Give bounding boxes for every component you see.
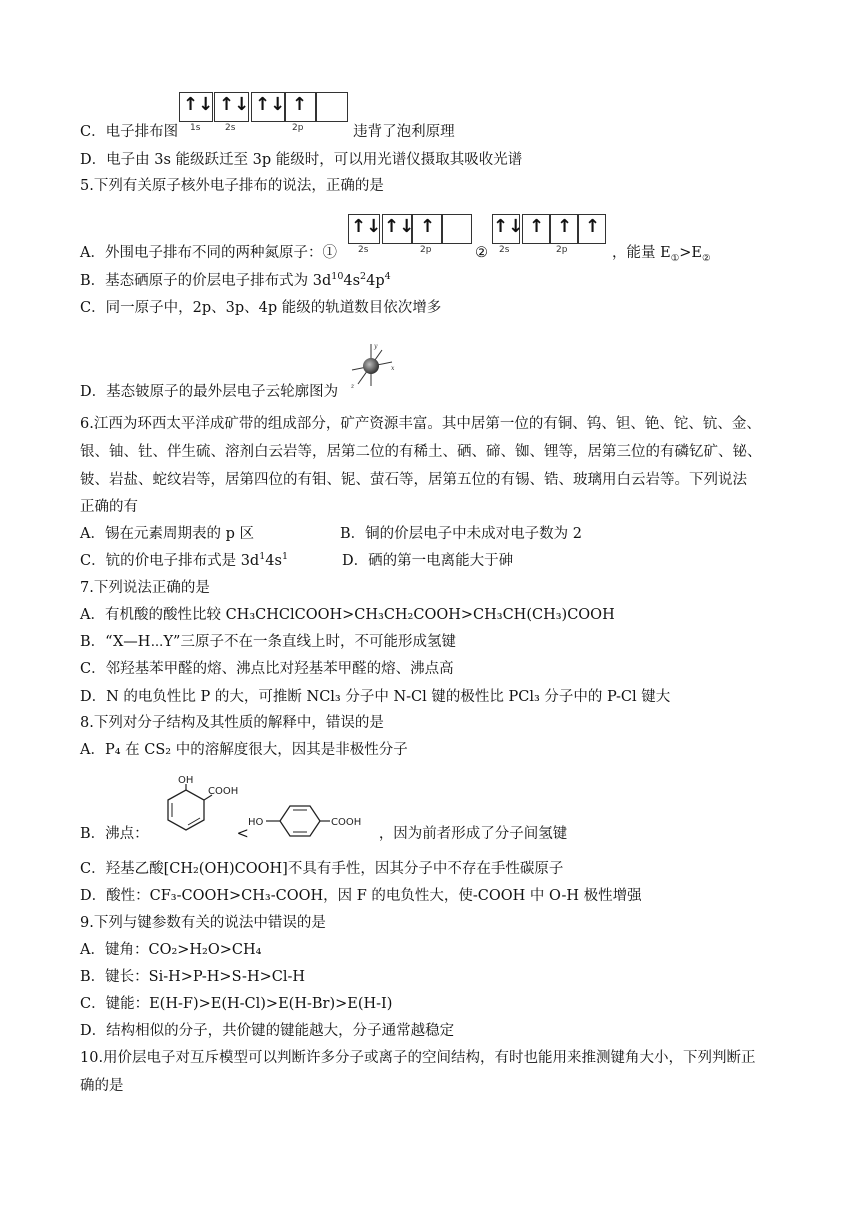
option-text: 违背了泡利原理 (353, 124, 455, 140)
electron-arrows: ↑↓ (255, 94, 286, 115)
superscript: 1 (259, 551, 266, 563)
q5-option-d: D．基态铍原子的最外层电子云轮廓图为 (80, 384, 339, 400)
axis-label-x: x (391, 365, 395, 372)
orbital-label: 2p (292, 123, 304, 133)
orbital-label: 2s (358, 245, 369, 255)
q9-option-d: D．结构相似的分子，共价键的键能越大，分子通常越稳定 (80, 1023, 455, 1039)
q6-option-b: B．铜的价层电子中未成对电子数为 2 (340, 526, 582, 542)
option-text: ，能量 E (611, 245, 671, 261)
axis-label-y: y (374, 343, 378, 350)
electron-arrows: ↑ (585, 216, 601, 237)
q8-option-d: D．酸性：CF₃-COOH>CH₃-COOH，因 F 的电负性大，使-COOH 中 O-H 极性增强 (80, 888, 642, 904)
electron-arrows: ↑ (529, 216, 545, 237)
electron-arrows: ↑↓ (351, 216, 382, 237)
option-text: B．沸点： (80, 826, 149, 842)
electron-cloud-figure (346, 340, 396, 390)
option-text: C．钪的价电子排布式是 3d (80, 553, 260, 569)
q8-option-a: A．P₄ 在 CS₂ 中的溶解度很大，因其是非极性分子 (80, 742, 408, 758)
orbital-label: 2s (499, 245, 510, 255)
q6-stem-line1: 6.江西为环西太平洋成矿带的组成部分，矿产资源丰富。其中居第一位的有铜、钨、钽、铯、铊、钪、金、 (80, 416, 761, 432)
q5-option-b (80, 271, 391, 291)
q10-stem-line2: 确的是 (80, 1078, 124, 1094)
q5-stem: 5.下列有关原子核外电子排布的说法，正确的是 (80, 178, 384, 194)
option-text: 4s (265, 553, 282, 569)
option-text: < (236, 826, 249, 842)
electron-arrows: ↑↓ (183, 94, 214, 115)
orbital-label: 2s (225, 123, 236, 133)
electron-arrows: ↑↓ (493, 216, 524, 237)
superscript: 1 (281, 551, 288, 563)
cooh-label: COOH (208, 786, 239, 797)
electron-arrows: ↑ (292, 94, 308, 115)
q5-option-a (80, 243, 710, 263)
option-text: A．外围电子排布不同的两种氮原子：① (80, 245, 337, 261)
electron-arrows: ↑ (420, 216, 436, 237)
q8-option-c: C．羟基乙酸[CH₂(OH)COOH]不具有手性，因其分子中不存在手性碳原子 (80, 861, 564, 877)
superscript: 4 (384, 271, 391, 283)
q6-option-a: A．锡在元素周期表的 p 区 (80, 526, 254, 542)
q7-option-b: B．“X—H⋯Y”三原子不在一条直线上时，不可能形成氢键 (80, 634, 456, 650)
q7-option-a: A．有机酸的酸性比较 CH₃CHClCOOH>CH₃CH₂COOH>CH₃CH(CH₃)COOH (80, 607, 615, 623)
q10-stem-line1: 10.用价层电子对互斥模型可以判断许多分子或离子的空间结构，有时也能用来推测键角大小，下列判断正 (80, 1050, 756, 1066)
q6-option-d: D．硒的第一电离能大于砷 (342, 553, 514, 569)
q8-option-b (80, 824, 567, 844)
q6-stem-line2: 银、铀、钍、伴生硫、溶剂白云岩等，居第二位的有稀土、硒、碲、铷、锂等，居第三位的有磷钇矿、铋、 (80, 444, 762, 460)
option-text: C．电子排布图 (80, 124, 179, 140)
q9-option-b: B．键长：Si-H>P-H>S-H>Cl-H (80, 969, 306, 985)
q4-option-c (80, 122, 455, 142)
q9-stem: 9.下列与键参数有关的说法中错误的是 (80, 915, 326, 931)
electron-arrows: ↑↓ (384, 216, 415, 237)
q4-option-d: D．电子由 3s 能级跃迁至 3p 能级时，可以用光谱仪摄取其吸收光谱 (80, 152, 523, 168)
superscript: 2 (360, 271, 367, 283)
q6-stem-line4: 正确的有 (80, 499, 138, 515)
ho-label: HO (248, 817, 264, 828)
option-text: ② (474, 245, 488, 261)
q7-option-c: C．邻羟基苯甲醛的熔、沸点比对羟基苯甲醛的熔、沸点高 (80, 661, 454, 677)
orbital-label: 2p (556, 245, 568, 255)
orbital-label: 1s (190, 123, 201, 133)
q9-option-c: C．键能：E(H-F)>E(H-Cl)>E(H-Br)>E(H-I) (80, 996, 393, 1012)
q6-option-c (80, 551, 288, 571)
electron-arrows: ↑↓ (219, 94, 250, 115)
electron-arrows: ↑ (557, 216, 573, 237)
option-text: >E (679, 245, 702, 261)
option-text: B．基态硒原子的价层电子排布式为 3d (80, 273, 332, 289)
option-text: 4p (366, 273, 385, 289)
q8-stem: 8.下列对分子结构及其性质的解释中，错误的是 (80, 715, 384, 731)
axis-label-z: z (351, 383, 355, 390)
subscript: ② (701, 252, 711, 264)
q7-option-d: D．N 的电负性比 P 的大，可推断 NCl₃ 分子中 N-Cl 键的极性比 PCl₃ 分子中的 P-Cl 键大 (80, 689, 671, 705)
option-text: 4s (343, 273, 361, 289)
option-text: ，因为前者形成了分子间氢键 (378, 826, 568, 842)
cooh-label: COOH (331, 817, 362, 828)
q7-stem: 7.下列说法正确的是 (80, 580, 210, 596)
orbital-box-2p-3 (316, 92, 348, 122)
q6-stem-line3: 铍、岩盐、蛇纹岩等，居第四位的有钼、铌、萤石等，居第五位的有锡、锆、玻璃用白云岩等。下列说法 (80, 472, 747, 488)
orbital-box-2p-3 (442, 214, 472, 244)
subscript: ① (670, 252, 680, 264)
superscript: 10 (331, 271, 344, 283)
orbital-label: 2p (420, 245, 432, 255)
oh-label: OH (178, 776, 194, 786)
q9-option-a: A．键角：CO₂>H₂O>CH₄ (80, 942, 262, 958)
q5-option-c: C．同一原子中，2p、3p、4p 能级的轨道数目依次增多 (80, 300, 442, 316)
